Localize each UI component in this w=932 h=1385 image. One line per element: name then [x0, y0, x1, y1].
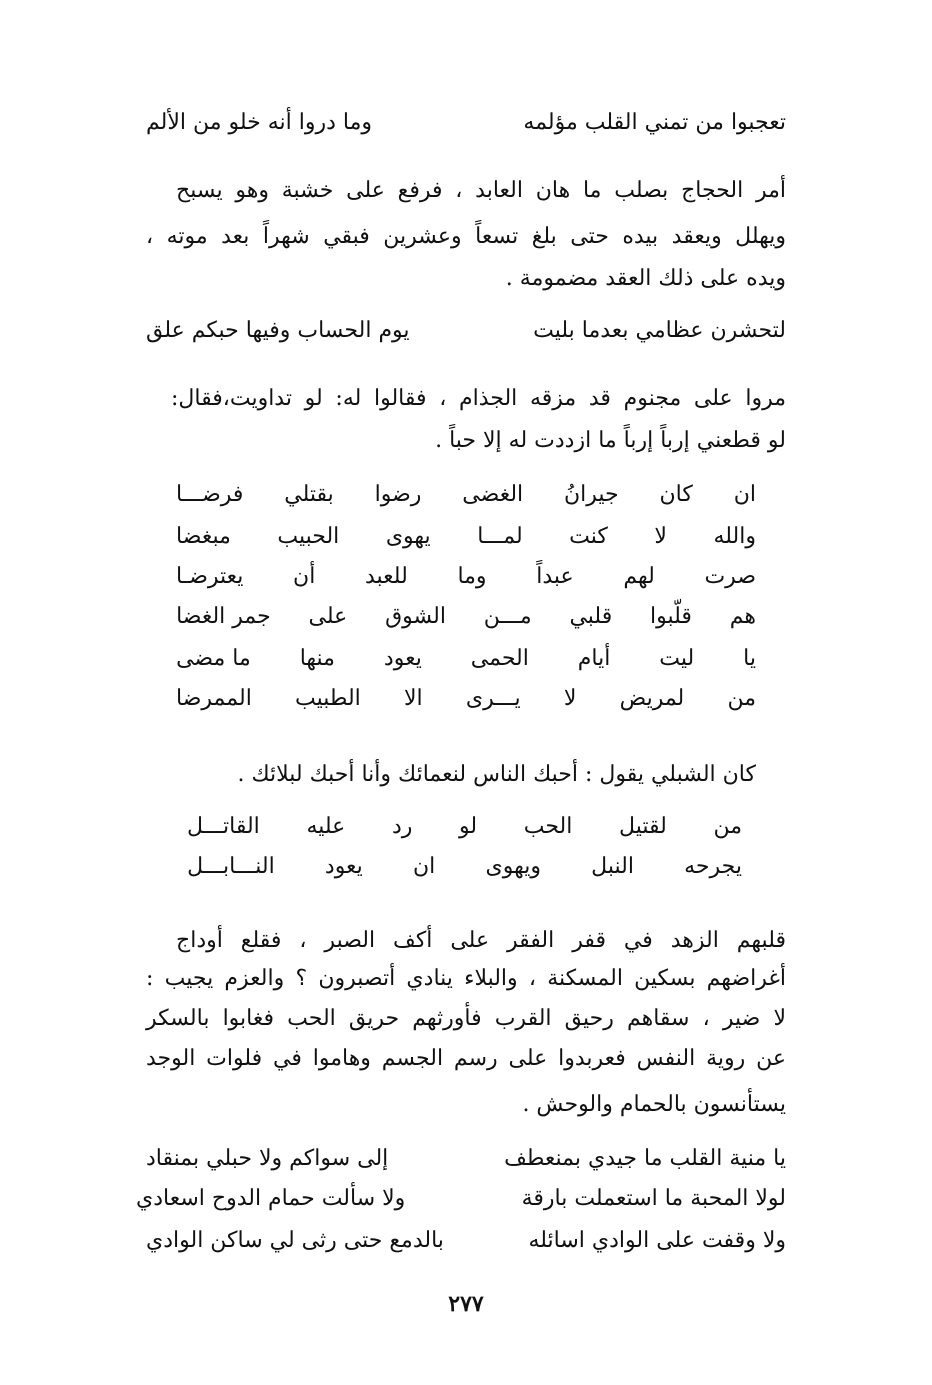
poem-word: هم [729, 604, 756, 629]
poem-word: يعود [324, 854, 363, 879]
poem-word: كنت [569, 524, 608, 549]
poem-word: يعترضـا [176, 564, 244, 589]
poem-word: على [308, 604, 348, 629]
poem-word: رضوا [374, 482, 422, 507]
poem-row [176, 480, 756, 510]
verse-left-hemistich: يوم الحساب وفيها حبكم علق [146, 318, 410, 343]
verse-left-hemistich: وما دروا أنه خلو من الألم [146, 110, 373, 135]
poem-word: أيام [577, 646, 611, 671]
poem-word: ليت [659, 646, 695, 671]
paragraph-line: عن روية النفس فعربدوا على رسم الجسم وهاموا في فلوات الوجد [146, 1046, 786, 1071]
paragraph-line: ويهلل ويعقد بيده حتى بلغ تسعاً وعشرين فبقي شهراً بعد موته ، [146, 224, 786, 249]
paragraph-line: أغراضهم بسكين المسكنة ، والبلاء ينادي أتصبرون ؟ والعزم يجيب : [146, 966, 786, 991]
poem-row [176, 522, 756, 552]
poem-word: وما [457, 564, 487, 589]
poem-word: عبداً [536, 564, 574, 589]
poem-word: ما مضى [176, 646, 251, 671]
poem-row [176, 562, 756, 592]
poem-word: ان [733, 482, 756, 507]
verse-couplet [136, 1184, 786, 1214]
verse-couplet [146, 1144, 786, 1174]
verse-left-hemistich: بالدمع حتى رثى لي ساكن الوادي [146, 1228, 444, 1253]
poem-word: لمـــا [477, 524, 523, 549]
poem-word: قلبي [569, 604, 613, 629]
poem-word: فرضـــا [176, 482, 244, 507]
poem-word: القاتـــل [187, 814, 260, 839]
poem-word: الا [403, 686, 423, 711]
verse-right-hemistich: لتحشرن عظامي بعدما بليت [533, 318, 786, 343]
poem-word: الشوق [385, 604, 446, 629]
poem-word: للعبد [364, 564, 408, 589]
verse-left-hemistich: ولا سألت حمام الدوح اسعادي [136, 1186, 406, 1211]
poem-word: يـــرى [465, 686, 521, 711]
poem-word: جيرانُ [564, 482, 619, 507]
poem-word: منها [299, 646, 335, 671]
paragraph-line: كان الشبلي يقول : أحبك الناس لنعمائك وأنا أحبك لبلائك . [237, 762, 756, 787]
poem-word: الحبيب [277, 524, 340, 549]
paragraph-line: يستأنسون بالحمام والوحش . [522, 1092, 786, 1117]
poem-word: النبل [591, 854, 634, 879]
poem-word: يعود [383, 646, 422, 671]
verse-right-hemistich: لولا المحبة ما استعملت بارقة [521, 1186, 786, 1211]
poem-word: ان [413, 854, 436, 879]
verse-right-hemistich: ولا وقفت على الوادي اسائله [528, 1228, 786, 1253]
poem-word: من [713, 814, 742, 839]
poem-word: أن [293, 564, 316, 589]
paragraph-line: لا ضير ، سقاهم رحيق القرب فأورثهم حريق الحب فغابوا بالسكر [146, 1006, 786, 1031]
poem-word: الغضى [462, 482, 524, 507]
poem-row [176, 684, 756, 714]
poem-word: لمريض [619, 686, 685, 711]
poem-word: لقتيل [619, 814, 667, 839]
poem-word: لو [459, 814, 478, 839]
poem-word: عليه [306, 814, 346, 839]
poem-word: مبغضا [176, 524, 231, 549]
poem-word: يا [743, 646, 756, 671]
poem-word: من [727, 686, 756, 711]
poem-word: كان [659, 482, 693, 507]
poem-word: رد [391, 814, 413, 839]
paragraph-line: ويده على ذلك العقد مضمومة . [505, 266, 786, 291]
poem-row [187, 812, 742, 842]
poem-word: لهم [623, 564, 655, 589]
paragraph-line: أمر الحجاج بصلب ما هان العابد ، فرفع على خشبة وهو يسبح [176, 178, 786, 203]
poem-word: ويهوى [485, 854, 541, 879]
verse-left-hemistich: إلى سواكم ولا حبلي بمنقاد [146, 1146, 389, 1171]
paragraph-line: لو قطعني إرباً إرباً ما ازددت له إلا حباً . [435, 428, 786, 453]
opening-verse [146, 108, 786, 138]
poem-word: الممرضا [176, 686, 252, 711]
poem-word: لا [563, 686, 577, 711]
poem-word: قلّبوا [650, 604, 692, 629]
verse-couplet [146, 1226, 786, 1256]
poem-word: جمر الغضا [176, 604, 271, 629]
poem-row [176, 602, 756, 632]
verse-right-hemistich: يا منية القلب ما جيدي بمنعطف [504, 1146, 786, 1171]
poem-word: الحمى [470, 646, 529, 671]
paragraph-line: قلبهم الزهد في قفر الفقر على أكف الصبر ، فقلع أوداج [176, 928, 786, 953]
poem-word: بقتلي [284, 482, 334, 507]
paragraph-line: مروا على مجنوم قد مزقه الجذام ، فقالوا له: لو تداويت،فقال: [171, 386, 786, 411]
poem-word: الطبيب [295, 686, 361, 711]
poem-row [187, 852, 742, 882]
poem-word: مـــن [483, 604, 532, 629]
poem-word: صرت [704, 564, 756, 589]
verse-couplet [146, 316, 786, 346]
poem-word: الحب [523, 814, 573, 839]
poem-word: لا [654, 524, 667, 549]
poem-word: النـــابـــل [187, 854, 275, 879]
poem-word: يهوى [385, 524, 431, 549]
poem-word: يجرحه [684, 854, 742, 879]
page-number: ٢٧٧ [448, 1291, 484, 1317]
verse-right-hemistich: تعجبوا من تمني القلب مؤلمه [523, 110, 786, 135]
poem-word: والله [713, 524, 756, 549]
poem-row [176, 644, 756, 674]
